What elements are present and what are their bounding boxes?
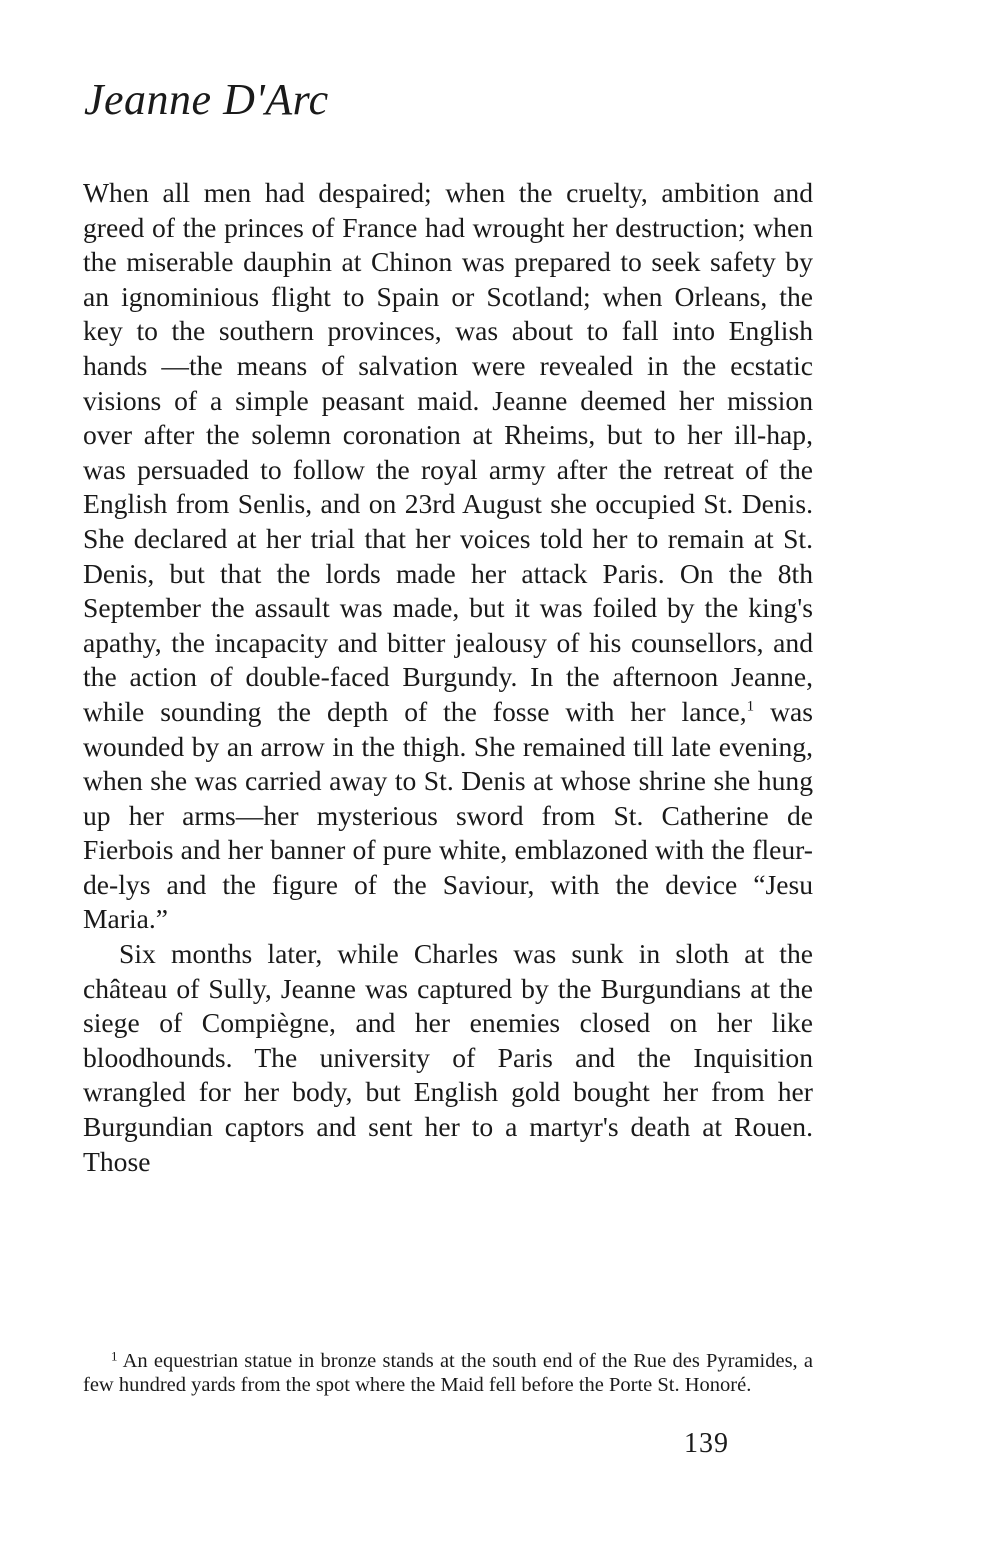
paragraph-2: Six months later, while Charles was sunk in sloth at the château of Sully, Jeanne was captured by the Burgundians at the siege of Compiègne, and her enemies closed on her like bloodhounds. The university of Paris and the Inquisition wrangled for her body, but English gold bought her from her Burgundian captors and sent her to a martyr's death at Rouen. Those [83, 938, 813, 1177]
paragraph-1-text-b: was wounded by an arrow in the thigh. She remained till late evening, when she was carried away to St. Denis at whose shrine she hung up her arms—her mysterious sword from St. Catherine de Fierbois and her banner of pure white, emblazoned with the fleur-de-lys and the figure of the Saviour, with the device “Jesu Maria.” [83, 695, 813, 935]
footnote [83, 1350, 813, 1397]
body-text [83, 176, 813, 1179]
footnote-marker: 1 [111, 1348, 118, 1364]
paragraph-1 [83, 176, 813, 937]
footnote-text: An equestrian statue in bronze stands at the south end of the Rue des Pyramides, a few hundred yards from the spot where the Maid fell before the Porte St. Honoré. [83, 1350, 813, 1396]
paragraph-1-text-a: When all men had despaired; when the cruelty, ambition and greed of the princes of France had wrought her destruction; when the miserable dauphin at Chinon was prepared to seek safety by an ignominious flight to Spain or Scotland; when Orleans, the key to the southern provinces, was about to fall into English hands —the means of salvation were revealed in the ecstatic visions of a simple peasant maid. Jeanne deemed her mission over after the solemn coronation at Rheims, but to her ill-hap, was persuaded to follow the royal army after the retreat of the English from Senlis, and on 23rd August she occupied St. Denis. She declared at her trial that her voices told her to remain at St. Denis, but that the lords made her attack Paris. On the 8th September the assault was made, but it was foiled by the king's apathy, the incapacity and bitter jealousy of his counsellors, and the action of double-faced Burgundy. In the afternoon Jeanne, while sounding the depth of the fosse with her lance, [83, 177, 813, 727]
page-number: 139 [684, 1428, 729, 1459]
running-head: Jeanne D'Arc [84, 75, 329, 124]
footnote-reference: 1 [746, 698, 755, 715]
